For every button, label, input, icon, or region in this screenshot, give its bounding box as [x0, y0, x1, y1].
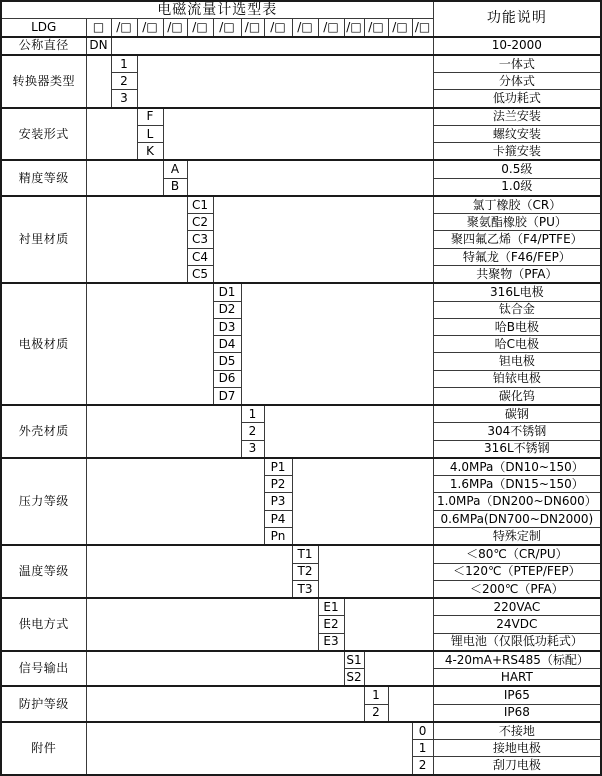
option-description: 低功耗式: [433, 90, 601, 108]
option-description: ＜120℃（PTEP/FEP）: [433, 563, 601, 580]
group-label: 信号输出: [1, 651, 86, 687]
option-code: L: [137, 125, 163, 142]
option-description: 1.6MPa（DN15~150）: [433, 476, 601, 493]
dn-code-box: □: [86, 19, 111, 37]
option-description: 铂铱电极: [433, 370, 601, 387]
left-filler: [86, 598, 318, 651]
option-description: 钽电极: [433, 353, 601, 370]
code-slot-8: /□: [292, 19, 318, 37]
right-filler: [264, 405, 433, 458]
code-slot-6: /□: [241, 19, 264, 37]
option-code: D5: [213, 353, 241, 370]
option-code: 2: [412, 757, 433, 775]
option-description: 不接地: [433, 722, 601, 740]
option-description: 氯丁橡胶（CR）: [433, 196, 601, 214]
option-row: [1, 283, 601, 301]
group-label: 温度等级: [1, 545, 86, 598]
option-description: 锂电池（仅限低功耗式）: [433, 633, 601, 651]
right-filler: [318, 545, 433, 598]
diameter-row: [1, 37, 601, 55]
option-description: 特殊定制: [433, 527, 601, 545]
option-code: T1: [292, 545, 318, 563]
option-row: [1, 651, 601, 669]
right-filler: [163, 108, 433, 161]
option-code: K: [137, 143, 163, 161]
group-label: 附件: [1, 722, 86, 775]
option-row: [1, 545, 601, 563]
code-slot-10: /□: [344, 19, 364, 37]
option-code: D7: [213, 387, 241, 405]
code-slot-11: /□: [364, 19, 388, 37]
option-description: 刮刀电极: [433, 757, 601, 775]
function-column-header: 功能说明: [433, 1, 601, 37]
left-filler: [86, 55, 111, 108]
group-label: 压力等级: [1, 458, 86, 545]
option-description: 0.5级: [433, 160, 601, 178]
option-description: 4.0MPa（DN10~150）: [433, 458, 601, 476]
option-description: 聚四氟乙烯（F4/PTFE）: [433, 231, 601, 248]
option-description: 1.0级: [433, 178, 601, 196]
option-description: HART: [433, 669, 601, 687]
right-filler: [213, 196, 433, 283]
model-prefix: LDG: [1, 19, 86, 37]
option-description: 碳化钨: [433, 387, 601, 405]
group-label: 安装形式: [1, 108, 86, 161]
page-title: 电磁流量计选型表: [1, 1, 433, 19]
code-slot-2: /□: [137, 19, 163, 37]
option-description: 钛合金: [433, 301, 601, 318]
left-filler: [86, 722, 412, 775]
diameter-label: 公称直径: [1, 37, 86, 55]
left-filler: [86, 545, 292, 598]
option-description: 法兰安装: [433, 108, 601, 126]
option-description: 碳钢: [433, 405, 601, 423]
left-filler: [86, 651, 344, 687]
option-code: C1: [187, 196, 213, 214]
option-description: 哈B电极: [433, 318, 601, 335]
right-filler: [241, 283, 433, 405]
option-description: 哈C电极: [433, 336, 601, 353]
option-description: 1.0MPa（DN200~DN600）: [433, 493, 601, 510]
option-code: E2: [318, 616, 344, 633]
right-filler: [344, 598, 433, 651]
option-code: C2: [187, 214, 213, 231]
group-label: 电极材质: [1, 283, 86, 405]
option-code: P1: [264, 458, 292, 476]
code-slot-5: /□: [213, 19, 241, 37]
option-description: 4-20mA+RS485（标配）: [433, 651, 601, 669]
option-code: T3: [292, 580, 318, 598]
option-code: T2: [292, 563, 318, 580]
option-description: 螺纹安装: [433, 125, 601, 142]
option-description: ＜200℃（PFA）: [433, 580, 601, 598]
right-filler: [292, 458, 433, 545]
option-code: B: [163, 178, 187, 196]
option-code: C4: [187, 248, 213, 265]
option-code: E3: [318, 633, 344, 651]
option-code: Pn: [264, 527, 292, 545]
option-description: 特氟龙（F46/FEP）: [433, 248, 601, 265]
option-row: [1, 598, 601, 616]
code-slot-9: /□: [318, 19, 344, 37]
option-code: F: [137, 108, 163, 126]
option-row: [1, 722, 601, 740]
option-code: D4: [213, 336, 241, 353]
option-description: 24VDC: [433, 616, 601, 633]
option-code: S2: [344, 669, 364, 687]
group-label: 转换器类型: [1, 55, 86, 108]
option-code: S1: [344, 651, 364, 669]
option-code: 2: [111, 73, 137, 90]
code-slot-1: /□: [111, 19, 137, 37]
group-label: 精度等级: [1, 160, 86, 196]
code-slot-12: /□: [388, 19, 412, 37]
option-code: 3: [111, 90, 137, 108]
code-slot-7: /□: [264, 19, 292, 37]
option-row: [1, 686, 601, 704]
option-code: E1: [318, 598, 344, 616]
right-filler: [388, 686, 433, 722]
option-description: IP68: [433, 704, 601, 722]
option-description: 聚氨酯橡胶（PU）: [433, 214, 601, 231]
option-description: 分体式: [433, 73, 601, 90]
option-code: P3: [264, 493, 292, 510]
option-code: 3: [241, 440, 264, 458]
option-code: C5: [187, 265, 213, 283]
option-description: 共聚物（PFA）: [433, 265, 601, 283]
option-code: D6: [213, 370, 241, 387]
right-filler: [187, 160, 433, 196]
option-row: [1, 160, 601, 178]
option-code: D3: [213, 318, 241, 335]
option-code: D1: [213, 283, 241, 301]
left-filler: [86, 160, 163, 196]
option-code: C3: [187, 231, 213, 248]
code-slot-13: /□: [412, 19, 433, 37]
option-code: 1: [241, 405, 264, 423]
option-code: 1: [412, 740, 433, 757]
option-code: 2: [364, 704, 388, 722]
option-code: 0: [412, 722, 433, 740]
option-row: [1, 405, 601, 423]
option-code: 2: [241, 423, 264, 440]
option-description: 卡箍安装: [433, 143, 601, 161]
option-description: 316L电极: [433, 283, 601, 301]
left-filler: [86, 283, 213, 405]
group-label: 供电方式: [1, 598, 86, 651]
option-code: P4: [264, 510, 292, 527]
left-filler: [86, 196, 187, 283]
diameter-filler: [111, 37, 433, 55]
left-filler: [86, 405, 241, 458]
code-slot-3: /□: [163, 19, 187, 37]
right-filler: [137, 55, 433, 108]
option-code: P2: [264, 476, 292, 493]
option-description: 接地电极: [433, 740, 601, 757]
code-slot-4: /□: [187, 19, 213, 37]
option-row: [1, 196, 601, 214]
diameter-code: DN: [86, 37, 111, 55]
left-filler: [86, 686, 364, 722]
option-description: 220VAC: [433, 598, 601, 616]
option-description: ＜80℃（CR/PU）: [433, 545, 601, 563]
group-label: 防护等级: [1, 686, 86, 722]
option-row: [1, 458, 601, 476]
option-description: 一体式: [433, 55, 601, 73]
option-description: 0.6MPa(DN700~DN2000): [433, 510, 601, 527]
group-label: 外壳材质: [1, 405, 86, 458]
option-row: [1, 55, 601, 73]
option-code: 1: [111, 55, 137, 73]
option-code: D2: [213, 301, 241, 318]
option-description: IP65: [433, 686, 601, 704]
option-description: 304不锈钢: [433, 423, 601, 440]
right-filler: [364, 651, 433, 687]
diameter-desc: 10-2000: [433, 37, 601, 55]
left-filler: [86, 108, 137, 161]
option-description: 316L不锈钢: [433, 440, 601, 458]
option-code: A: [163, 160, 187, 178]
group-label: 衬里材质: [1, 196, 86, 283]
option-code: 1: [364, 686, 388, 704]
option-row: [1, 108, 601, 126]
title-row: [1, 1, 601, 19]
left-filler: [86, 458, 264, 545]
